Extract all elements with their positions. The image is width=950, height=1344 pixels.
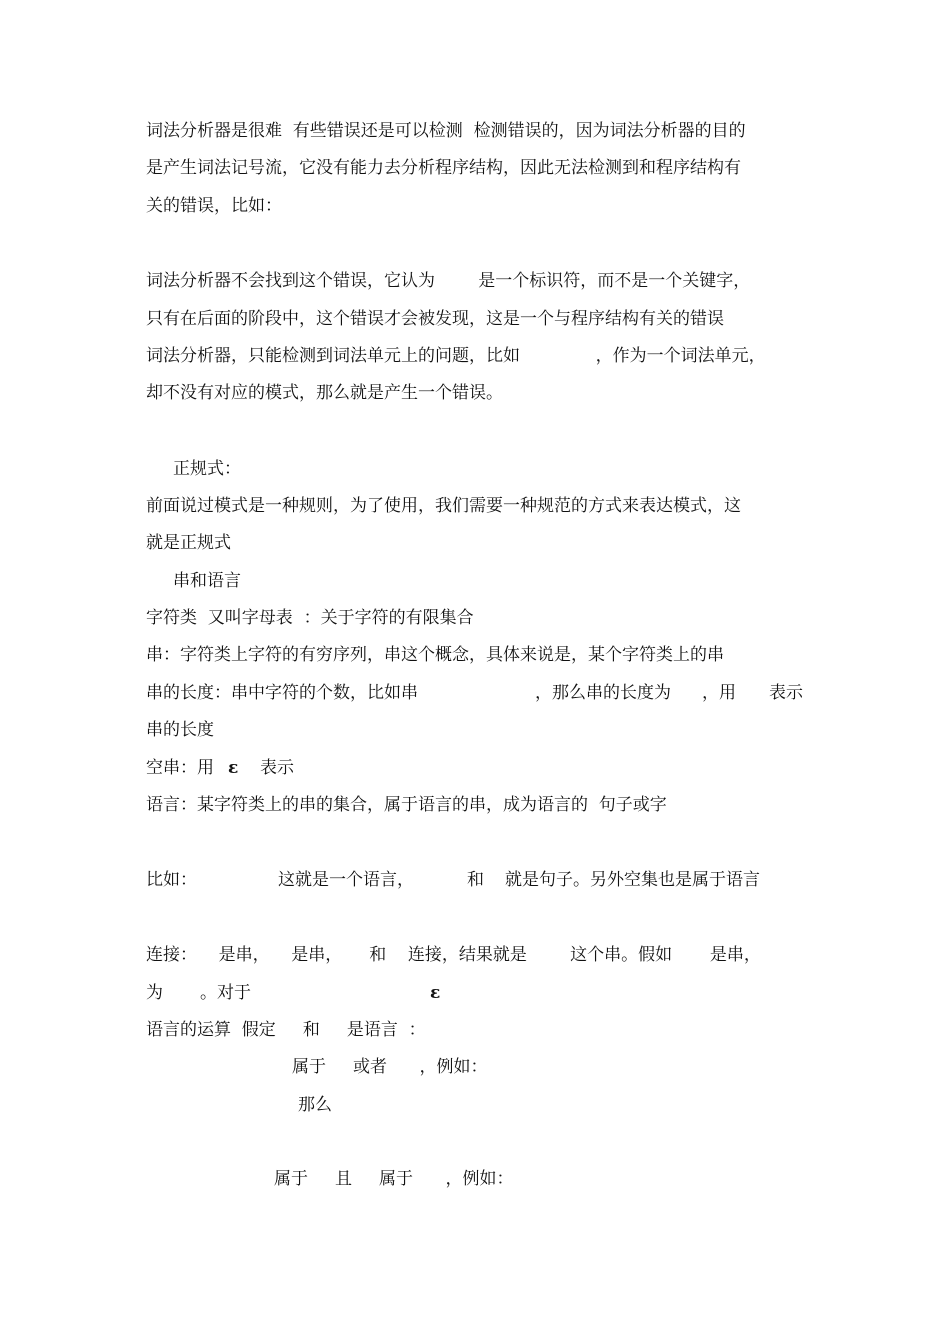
paragraph-1-line-1: 词法分析器是很难 有些错误还是可以检测 检测错误的，因为词法分析器的目的 (146, 121, 746, 141)
kongchuan-part-1: 空串：用 (146, 758, 214, 778)
then-line: 那么 (298, 1095, 332, 1115)
example-part-4: 就是句子。另外空集也是属于语言 (505, 870, 760, 890)
example-part-3: 和 (467, 870, 484, 890)
epsilon-symbol: ε (228, 758, 239, 778)
chuan-len-part-3: ，用 (702, 683, 736, 703)
chuan-len-line-2: 串的长度 (146, 720, 214, 740)
chuan-len-part-4: 表示 (769, 683, 803, 703)
concat-line-2-part-1: 为 (146, 983, 163, 1003)
chuan-len-part-1: 串的长度：串中字符的个数，比如串 (146, 683, 418, 703)
paragraph-2-line-2: 只有在后面的阶段中，这个错误才会被发现，这是一个与程序结构有关的错误 (146, 309, 724, 329)
union-line: 属于 或者 ，例如： (292, 1057, 488, 1077)
epsilon-symbol-2: ε (430, 983, 441, 1003)
paragraph-2-line-4: 却不没有对应的模式，那么就是产生一个错误。 (146, 383, 503, 403)
kongchuan-part-2: 表示 (260, 758, 294, 778)
zhenggui-desc-line-1: 前面说过模式是一种规则，为了使用，我们需要一种规范的方式来表达模式，这 (146, 496, 741, 516)
zhenggui-desc-line-2: 就是正规式 (146, 533, 231, 553)
example-part-1: 比如： (146, 870, 197, 890)
paragraph-2-line-1: 词法分析器不会找到这个错误，它认为 是一个标识符，而不是一个关键字， (146, 271, 751, 291)
example-part-2: 这就是一个语言， (278, 870, 414, 890)
paragraph-1-line-3: 关的错误，比如： (146, 196, 282, 216)
concat-line-1: 连接： 是串， 是串， 和 连接，结果就是 这个串。假如 是串， (146, 945, 761, 965)
paragraph-2-line-3: 词法分析器，只能检测到词法单元上的问题，比如 ，作为一个词法单元， (146, 346, 766, 366)
ops-title-line: 语言的运算 假定 和 是语言 ： (146, 1020, 426, 1040)
paragraph-1-line-2: 是产生词法记号流，它没有能力去分析程序结构，因此无法检测到和程序结构有 (146, 158, 741, 178)
section-title-chuan: 串和语言 (173, 571, 241, 591)
chuan-def-line: 串：字符类上字符的有穷序列，串这个概念，具体来说是，某个字符类上的串 (146, 645, 724, 665)
section-title-zhenggui: 正规式： (173, 459, 241, 479)
intersection-line: 属于 且 属于 ，例如： (274, 1169, 514, 1189)
chuan-len-part-2: ，那么串的长度为 (535, 683, 671, 703)
concat-line-2-part-2: 。对于 (200, 983, 251, 1003)
yuyan-def-line: 语言：某字符类上的串的集合，属于语言的串，成为语言的 句子或字 (146, 795, 667, 815)
zifulei-line: 字符类 又叫字母表 ：关于字符的有限集合 (146, 608, 474, 628)
